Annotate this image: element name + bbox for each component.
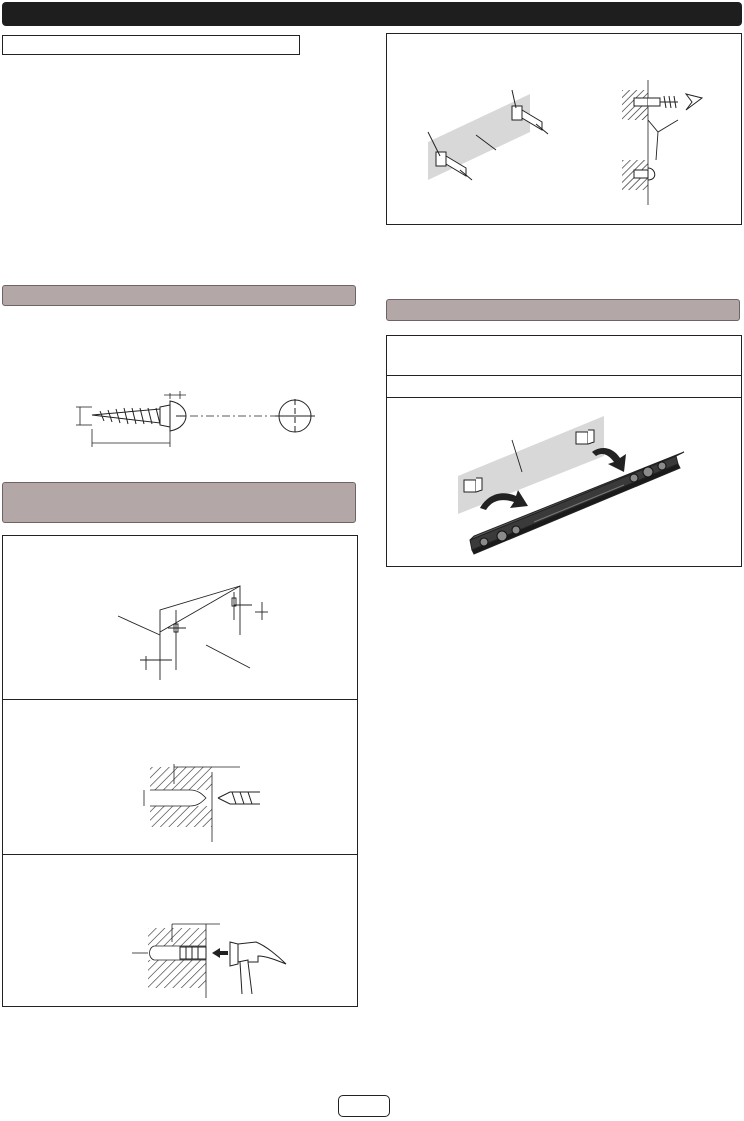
frame-divider: [386, 375, 742, 376]
hammer-icon: [230, 942, 286, 994]
page-number-box: [338, 1095, 390, 1117]
arrow-left-icon: [212, 948, 228, 958]
wall-section: [132, 924, 220, 998]
screw-in-wall-icon: [634, 168, 655, 180]
screw-icon: [92, 401, 186, 431]
insert-plug-diagram: [130, 920, 290, 998]
screw-head-front-view: [275, 399, 315, 433]
fix-brackets-diagram: [420, 80, 690, 205]
section-bar-screws: [2, 285, 356, 306]
section-bar-installation: [2, 482, 356, 523]
section-label-box: [2, 35, 300, 55]
drill-bit-icon: [218, 792, 260, 804]
drill-hole-diagram: [140, 762, 265, 847]
step-divider: [2, 854, 358, 855]
step-divider: [2, 699, 358, 700]
plug-icon: [180, 947, 206, 959]
frame-divider: [386, 397, 742, 398]
wall-template-icon: [118, 586, 268, 680]
screw-dimension-diagram: [70, 385, 330, 455]
header-bar: [2, 2, 742, 26]
wall-marking-diagram: [110, 580, 280, 685]
hang-speaker-bar-diagram: [444, 412, 694, 557]
section-bar-mounting: [386, 299, 740, 321]
wall-section: [144, 764, 240, 842]
